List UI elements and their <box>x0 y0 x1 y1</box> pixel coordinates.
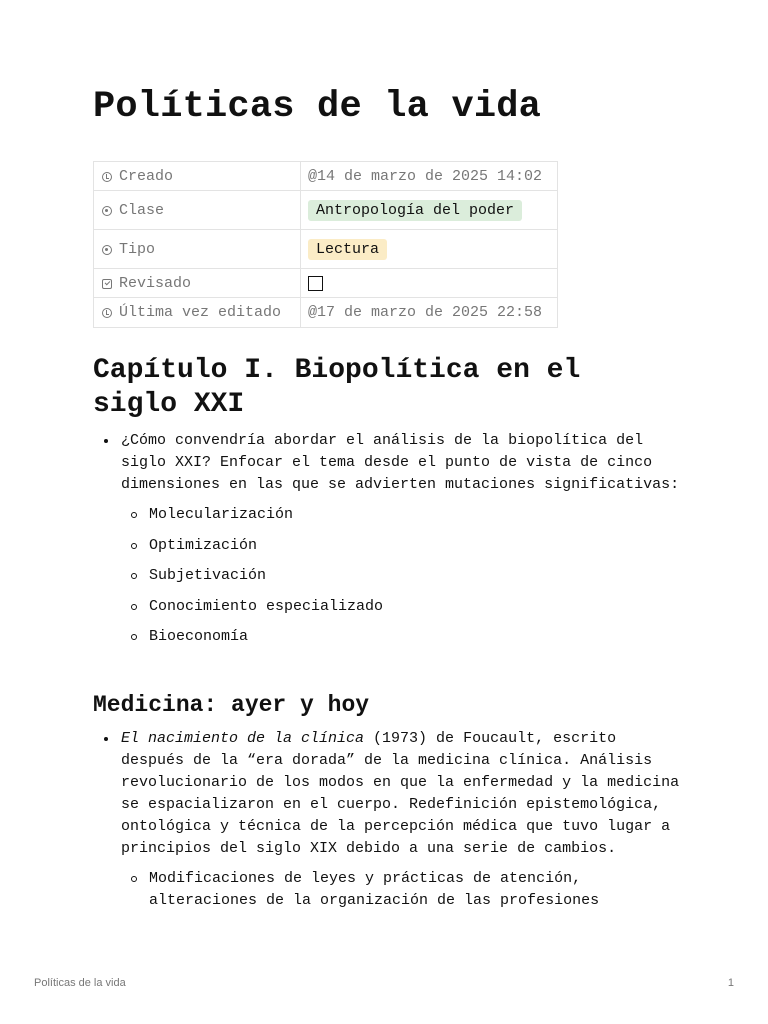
sub-list <box>121 504 683 648</box>
property-row-created <box>94 162 558 191</box>
clock-icon <box>102 308 112 318</box>
bullet-text: (1973) de Foucault, escrito después de la “era dorada” de la medicina clínica. Análisis revolucionario de los modos en que la enfermedad y la medicina se espacializaron en el cuerpo. Redefinición epistemológica, ontológica y técnica de la percepción médica que tuvo lugar a principios del siglo XIX debido a una serie de cambios. <box>121 730 680 857</box>
section-heading-biopolitica: Capítulo I. Biopolítica en el siglo XXI <box>93 355 581 420</box>
select-icon <box>102 206 112 216</box>
type-tag[interactable]: Lectura <box>308 239 387 260</box>
clock-icon <box>102 172 112 182</box>
property-label: Revisado <box>119 274 192 292</box>
property-label: Clase <box>119 201 165 219</box>
sub-list-item: Optimización <box>121 535 683 557</box>
properties-table <box>93 161 558 328</box>
checkbox-icon <box>102 279 112 289</box>
property-row-last-edited <box>94 298 558 328</box>
sub-list-item: Bioeconomía <box>121 626 683 648</box>
sub-list <box>121 868 683 912</box>
book-title: El nacimiento de la clínica <box>121 730 365 747</box>
property-row-reviewed <box>94 269 558 298</box>
property-label: Última vez editado <box>119 304 282 321</box>
select-icon <box>102 245 112 255</box>
property-label: Creado <box>119 167 174 185</box>
section-heading-medicina: Medicina: ayer y hoy <box>93 692 370 718</box>
sub-list-item: Subjetivación <box>121 565 683 587</box>
property-row-class <box>94 191 558 230</box>
reviewed-checkbox[interactable] <box>308 276 323 291</box>
sub-list-item: Modificaciones de leyes y prácticas de atención, alteraciones de la organización de las profesiones <box>121 868 683 912</box>
sub-list-item: Molecularización <box>121 504 683 526</box>
last-edited-value: @17 de marzo de 2025 22:58 <box>301 298 558 328</box>
class-tag[interactable]: Antropología del poder <box>308 200 522 221</box>
bullet-text: ¿Cómo convendría abordar el análisis de la biopolítica del siglo XXI? Enfocar el tema desde el punto de vista de cinco dimensiones en las que se advierten mutaciones significativas: <box>121 432 680 493</box>
page-title: Políticas de la vida <box>93 86 542 128</box>
list-item <box>93 728 683 912</box>
sub-list-item: Conocimiento especializado <box>121 596 683 618</box>
list-item <box>93 430 683 648</box>
page-number: 1 <box>727 977 734 989</box>
bullet-list <box>93 430 683 657</box>
property-label: Tipo <box>119 240 156 258</box>
footer-title: Políticas de la vida <box>34 977 126 989</box>
bullet-list <box>93 728 683 921</box>
property-row-type <box>94 230 558 269</box>
created-value: @14 de marzo de 2025 14:02 <box>301 162 558 191</box>
